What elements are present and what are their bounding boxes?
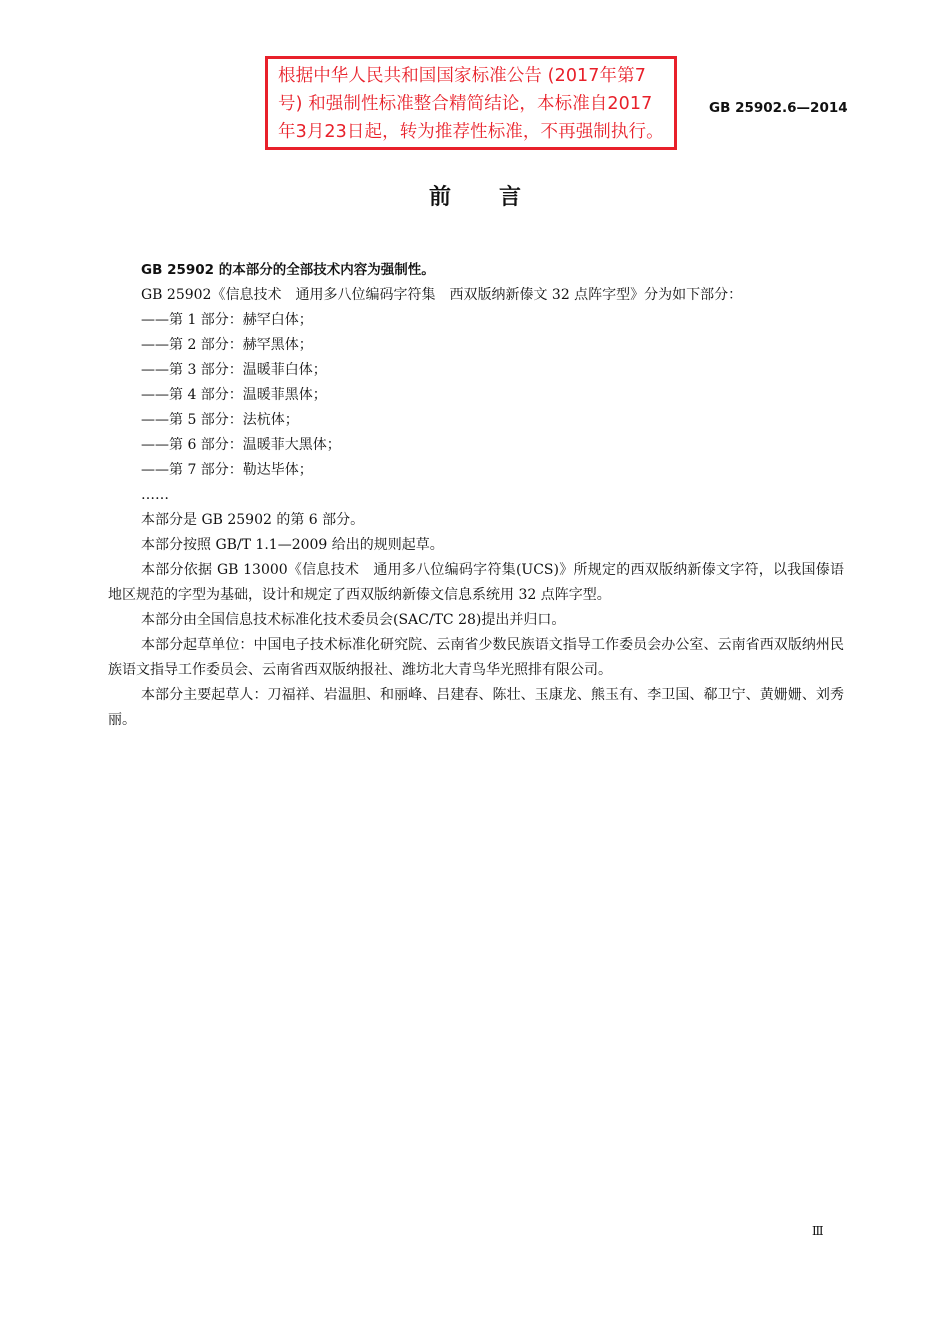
part-list-item: ——第 3 部分：温暖菲白体； <box>141 362 327 378</box>
basis-paragraph: 本部分依据 GB 13000《信息技术 通用多八位编码字符集(UCS)》所规定的西双版纳新傣文字符，以我国傣语地区规范的字型为基础，设计和规定了西双版纳新傣文信息系统用 32 点阵字型。 <box>108 562 844 603</box>
list-ellipsis: …… <box>141 487 169 503</box>
notice-line-3: 年3月23日起，转为推荐性标准，不再强制执行。 <box>278 122 664 142</box>
drafting-rules: 本部分按照 GB/T 1.1—2009 给出的规则起草。 <box>141 537 444 553</box>
notice-line-1: 根据中华人民共和国国家标准公告 (2017年第7 <box>278 66 646 86</box>
part-list-item: ——第 7 部分：勒达毕体； <box>141 462 313 478</box>
part-list-item: ——第 2 部分：赫罕黑体； <box>141 337 313 353</box>
page-title: 前言 <box>428 185 569 210</box>
proposed-by: 本部分由全国信息技术标准化技术委员会(SAC/TC 28)提出并归口。 <box>141 612 566 628</box>
page-number: Ⅲ <box>812 1224 824 1238</box>
series-intro: GB 25902《信息技术 通用多八位编码字符集 西双版纳新傣文 32 点阵字型》分为如下部分： <box>141 287 743 303</box>
drafters: 本部分主要起草人：刀福祥、岩温胆、和丽峰、吕建春、陈壮、玉康龙、熊玉有、李卫国、郗卫宁、黄姗姗、刘秀丽。 <box>108 687 844 728</box>
mandatory-statement: GB 25902 的本部分的全部技术内容为强制性。 <box>141 262 435 278</box>
part-list-item: ——第 1 部分：赫罕白体； <box>141 312 313 328</box>
part-list-item: ——第 4 部分：温暖菲黑体； <box>141 387 327 403</box>
this-part-statement: 本部分是 GB 25902 的第 6 部分。 <box>141 512 365 528</box>
standard-id: GB 25902.6—2014 <box>709 100 848 116</box>
foreword-body <box>108 258 844 733</box>
part-list-item: ——第 5 部分：法杭体； <box>141 412 299 428</box>
notice-line-2: 号) 和强制性标准整合精简结论，本标准自2017 <box>278 94 653 114</box>
repeal-notice-box <box>265 56 677 150</box>
part-list-item: ——第 6 部分：温暖菲大黑体； <box>141 437 341 453</box>
drafting-units: 本部分起草单位：中国电子技术标准化研究院、云南省少数民族语文指导工作委员会办公室、云南省西双版纳州民族语文指导工作委员会、云南省西双版纳报社、潍坊北大青鸟华光照排有限公司。 <box>108 637 844 678</box>
